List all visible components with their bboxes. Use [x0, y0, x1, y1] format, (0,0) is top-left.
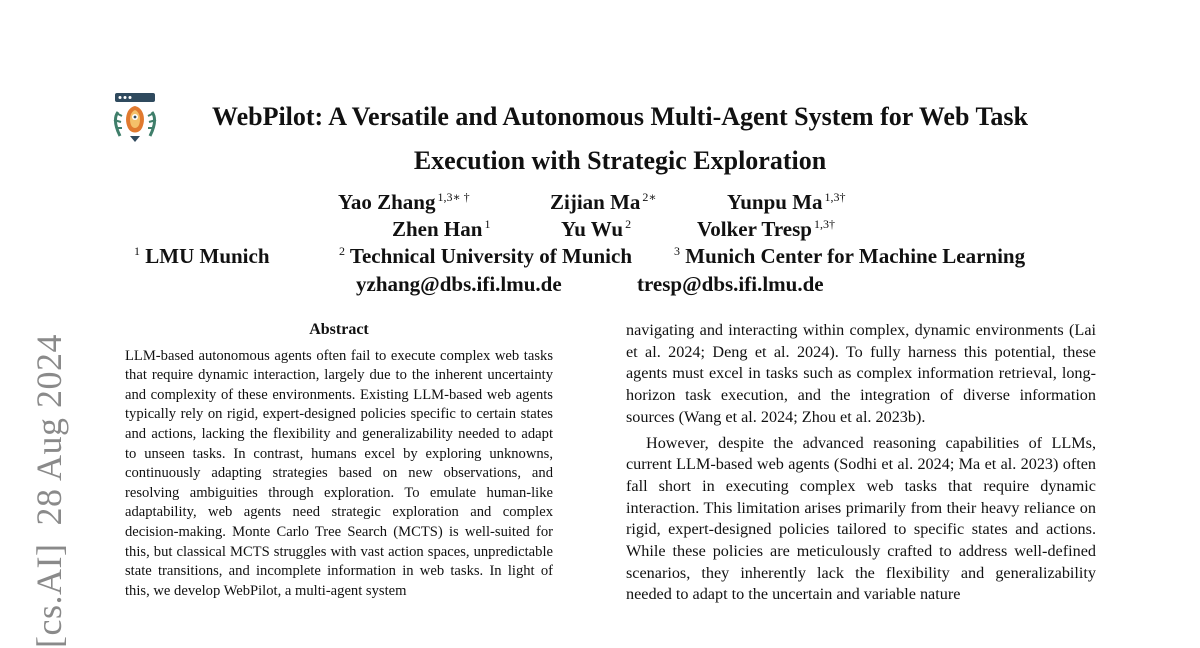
abstract-heading: Abstract: [309, 321, 369, 338]
intro-column: [626, 320, 1096, 606]
author-name: Yao Zhang: [338, 190, 436, 214]
affiliation-1: [132, 244, 270, 269]
affiliation-3: [672, 244, 1025, 269]
arxiv-stamp: [28, 334, 70, 648]
author-affil: 1: [484, 217, 491, 231]
abstract-text: LLM-based autonomous agents often fail to execute complex web tasks that require dynamic interaction, largely due to the inherent uncertainty and complexity of these environments. Existing LLM-based web agents typically rely on rigid, expert-designed policies specific to certain states and actions, lacking the flexibility and generalizability needed to adapt to unseen tasks. In contrast, humans excel by exploring unknowns, continuously adapting strategies based on new observations, and resolving ambiguities through exploration. To emulate human-like adaptability, web agents need strategic exploration and complex decision-making. Monte Carlo Tree Search (MCTS) is well-suited for this, but classical MCTS struggles with vast action spaces, unpredictable state transitions, and incomplete information in web tasks. In light of this, we develop WebPilot, a multi-agent system: [125, 347, 553, 599]
affil-number: 1: [134, 244, 140, 258]
affil-name: Technical University of Munich: [349, 244, 633, 268]
title-line-1: WebPilot: A Versatile and Autonomous Multi-Agent System for Web Task: [212, 102, 1028, 131]
author-affil: 2∗: [642, 190, 657, 204]
title-line-2: Execution with Strategic Exploration: [413, 146, 827, 175]
author-affil: 1,3∗ †: [437, 190, 470, 204]
author-affil: 2: [625, 217, 632, 231]
author-zijian-ma: [550, 190, 657, 215]
author-yao-zhang: [338, 190, 470, 215]
author-yunpu-ma: [727, 190, 846, 215]
abstract-column: [125, 320, 553, 601]
arxiv-category: [cs.AI]: [29, 543, 69, 648]
affil-number: 2: [339, 244, 345, 258]
affiliation-2: [337, 244, 632, 269]
paper-title: [150, 95, 1090, 183]
affil-name: Munich Center for Machine Learning: [685, 244, 1026, 268]
author-name: Yunpu Ma: [727, 190, 823, 214]
intro-paragraph-1: navigating and interacting within complex, dynamic environments (Lai et al. 2024; Deng et al. 2024). To fully harness this potential, these agents must excel in tasks such as complex information retrieval, long-horizon task execution, and the integration of diverse information sources (Wang et al. 2024; Zhou et al. 2023b).: [626, 321, 1096, 426]
intro-paragraph-2: However, despite the advanced reasoning capabilities of LLMs, current LLM-based web agents (Sodhi et al. 2024; Ma et al. 2023) often fall short in executing complex web tasks that require dynamic interaction. This limitation arises primarily from their heavy reliance on rigid, expert-designed policies tailored to specific states and actions. While these policies are meticulously crafted to address well-defined scenarios, they inherently lack the flexibility and generalizability needed to adapt to the uncertain and variable nature: [626, 433, 1096, 604]
author-affil: 1,3†: [813, 217, 835, 231]
affil-name: LMU Munich: [145, 244, 270, 268]
author-yu-wu: [561, 217, 631, 242]
author-name: Zijian Ma: [550, 190, 641, 214]
affil-number: 3: [674, 244, 680, 258]
email-1[interactable]: yzhang@dbs.ifi.lmu.de: [356, 272, 562, 296]
author-name: Volker Tresp: [697, 217, 812, 241]
author-zhen-han: [392, 217, 490, 242]
author-affil: 1,3†: [824, 190, 846, 204]
author-name: Zhen Han: [392, 217, 483, 241]
author-volker-tresp: [697, 217, 835, 242]
author-name: Yu Wu: [561, 217, 624, 241]
email-2[interactable]: tresp@dbs.ifi.lmu.de: [637, 272, 824, 296]
arxiv-date: 28 Aug 2024: [29, 334, 69, 526]
